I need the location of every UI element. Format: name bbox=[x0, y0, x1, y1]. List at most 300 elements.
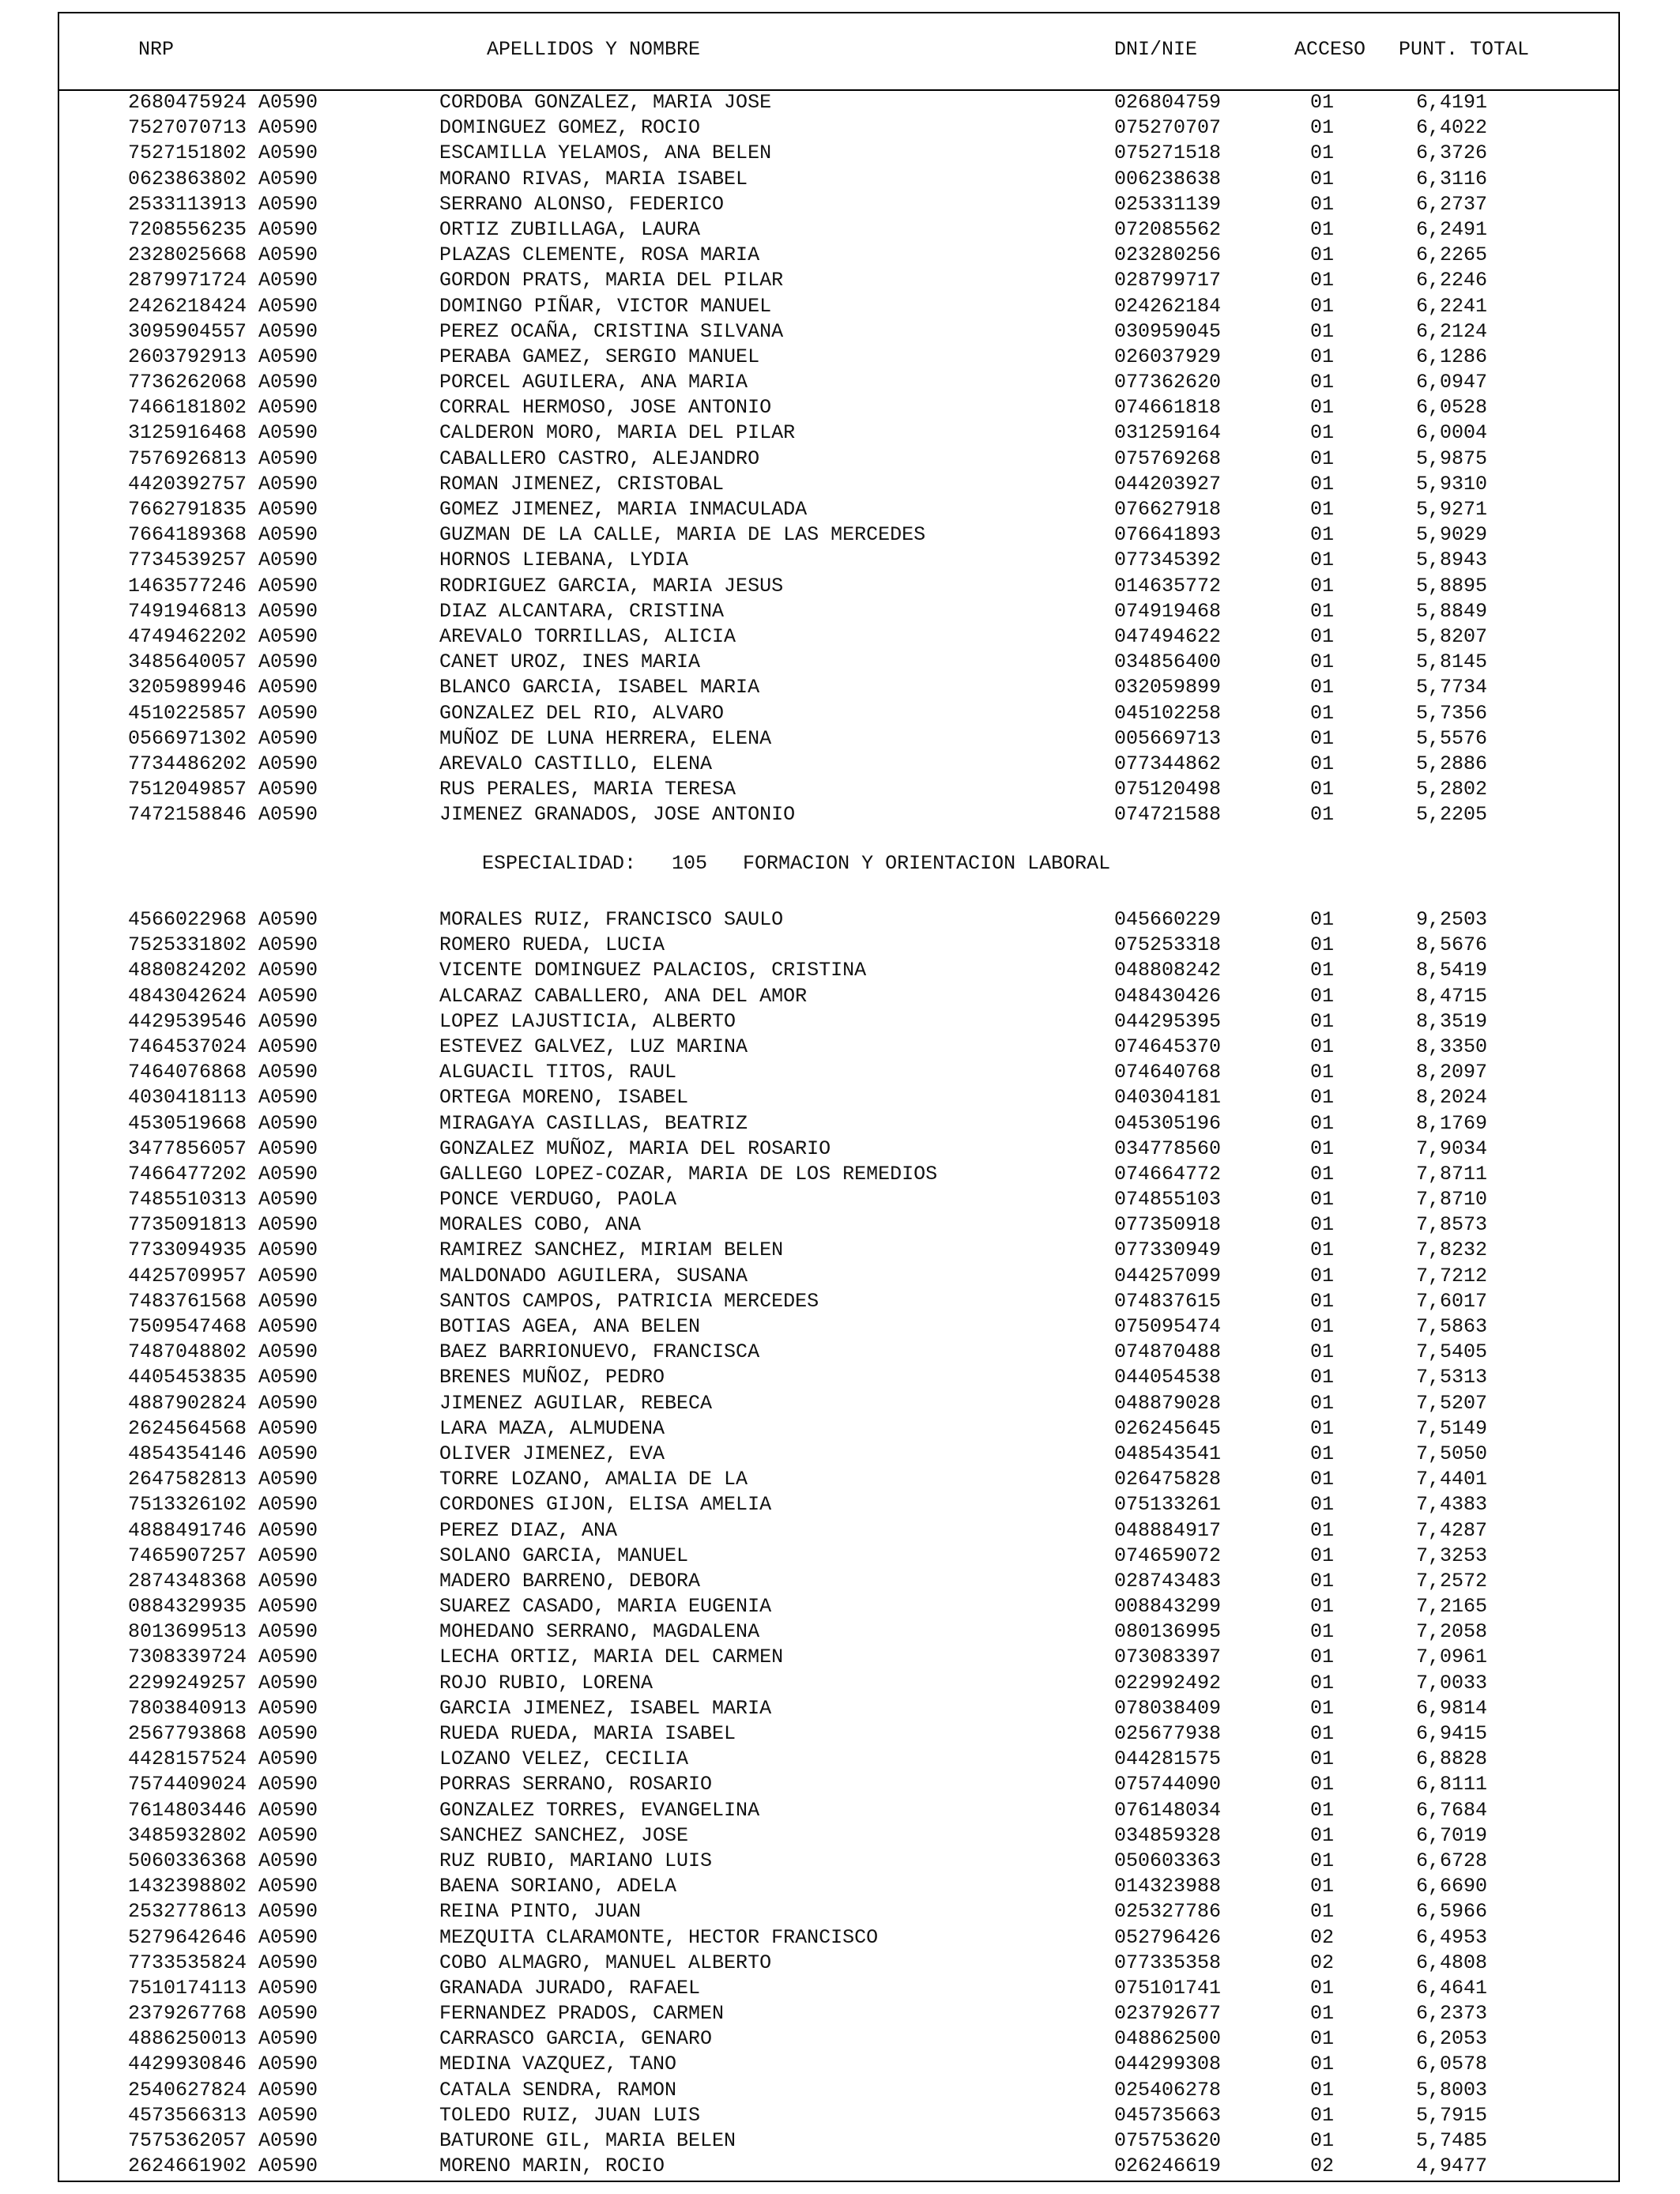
punt-cell: 6,9415 bbox=[1416, 1722, 1488, 1745]
punt-cell: 8,5419 bbox=[1416, 959, 1488, 982]
table-row bbox=[0, 675, 1680, 700]
nrp-cell: 7464537024 A0590 bbox=[128, 1035, 318, 1058]
acceso-cell: 01 bbox=[1310, 2103, 1335, 2127]
table-row bbox=[0, 752, 1680, 777]
acceso-cell: 01 bbox=[1310, 243, 1335, 267]
acceso-cell: 01 bbox=[1310, 1671, 1335, 1695]
name-cell: MORENO MARIN, ROCIO bbox=[439, 2154, 665, 2178]
name-cell: PEREZ DIAZ, ANA bbox=[439, 1518, 618, 1542]
name-cell: MORANO RIVAS, MARIA ISABEL bbox=[439, 167, 748, 190]
nrp-cell: 4429930846 A0590 bbox=[128, 2053, 318, 2076]
name-cell: CATALA SENDRA, RAMON bbox=[439, 2078, 677, 2102]
col-header-punt-total: PUNT. TOTAL bbox=[1399, 38, 1530, 61]
punt-cell: 6,0578 bbox=[1416, 2053, 1488, 2076]
nrp-cell: 2540627824 A0590 bbox=[128, 2078, 318, 2102]
punt-cell: 6,5966 bbox=[1416, 1900, 1488, 1924]
nrp-cell: 7664189368 A0590 bbox=[128, 523, 318, 547]
acceso-cell: 01 bbox=[1310, 396, 1335, 420]
acceso-cell: 01 bbox=[1310, 1086, 1335, 1110]
name-cell: OLIVER JIMENEZ, EVA bbox=[439, 1442, 665, 1465]
punt-cell: 6,2373 bbox=[1416, 2002, 1488, 2026]
nrp-cell: 2624564568 A0590 bbox=[128, 1416, 318, 1440]
punt-cell: 6,7019 bbox=[1416, 1823, 1488, 1847]
acceso-cell: 01 bbox=[1310, 523, 1335, 547]
punt-cell: 6,0528 bbox=[1416, 396, 1488, 420]
dni-cell: 044257099 bbox=[1114, 1264, 1222, 1287]
nrp-cell: 7491946813 A0590 bbox=[128, 599, 318, 623]
punt-cell: 5,2205 bbox=[1416, 803, 1488, 827]
punt-cell: 4,9477 bbox=[1416, 2154, 1488, 2178]
table-row bbox=[0, 217, 1680, 243]
acceso-cell: 01 bbox=[1310, 1900, 1335, 1924]
name-cell: SOLANO GARCIA, MANUEL bbox=[439, 1544, 689, 1567]
acceso-cell: 01 bbox=[1310, 803, 1335, 827]
punt-cell: 7,8710 bbox=[1416, 1188, 1488, 1212]
nrp-cell: 7575362057 A0590 bbox=[128, 2129, 318, 2152]
dni-cell: 040304181 bbox=[1114, 1086, 1222, 1110]
dni-cell: 075253318 bbox=[1114, 933, 1222, 957]
acceso-cell: 01 bbox=[1310, 574, 1335, 598]
dni-cell: 034778560 bbox=[1114, 1137, 1222, 1160]
acceso-cell: 01 bbox=[1310, 908, 1335, 931]
acceso-cell: 01 bbox=[1310, 1849, 1335, 1872]
table-row bbox=[0, 2001, 1680, 2026]
nrp-cell: 3485640057 A0590 bbox=[128, 650, 318, 674]
acceso-cell: 01 bbox=[1310, 778, 1335, 801]
table-row bbox=[0, 1849, 1680, 1874]
nrp-cell: 7483761568 A0590 bbox=[128, 1289, 318, 1313]
punt-cell: 6,6690 bbox=[1416, 1875, 1488, 1898]
name-cell: AREVALO TORRILLAS, ALICIA bbox=[439, 624, 736, 648]
dni-cell: 076148034 bbox=[1114, 1798, 1222, 1822]
nrp-cell: 0884329935 A0590 bbox=[128, 1595, 318, 1619]
dni-cell: 048879028 bbox=[1114, 1391, 1222, 1415]
nrp-cell: 3477856057 A0590 bbox=[128, 1137, 318, 1160]
dni-cell: 076627918 bbox=[1114, 498, 1222, 521]
punt-cell: 6,2491 bbox=[1416, 217, 1488, 241]
name-cell: DOMINGO PIÑAR, VICTOR MANUEL bbox=[439, 294, 772, 318]
dni-cell: 075120498 bbox=[1114, 778, 1222, 801]
name-cell: GONZALEZ MUÑOZ, MARIA DEL ROSARIO bbox=[439, 1137, 831, 1160]
acceso-cell: 01 bbox=[1310, 472, 1335, 496]
acceso-cell: 01 bbox=[1310, 1416, 1335, 1440]
col-header-acceso: ACCESO bbox=[1294, 38, 1366, 61]
dni-cell: 028799717 bbox=[1114, 269, 1222, 292]
table-row bbox=[0, 1314, 1680, 1340]
acceso-cell: 01 bbox=[1310, 217, 1335, 241]
table-row bbox=[0, 1492, 1680, 1517]
punt-cell: 6,0947 bbox=[1416, 371, 1488, 394]
dni-cell: 044054538 bbox=[1114, 1366, 1222, 1389]
dni-cell: 052796426 bbox=[1114, 1925, 1222, 1949]
nrp-cell: 2567793868 A0590 bbox=[128, 1722, 318, 1745]
table-row bbox=[0, 2026, 1680, 2052]
acceso-cell: 01 bbox=[1310, 1620, 1335, 1644]
punt-cell: 5,7734 bbox=[1416, 676, 1488, 699]
name-cell: CALDERON MORO, MARIA DEL PILAR bbox=[439, 421, 796, 445]
name-cell: GARCIA JIMENEZ, ISABEL MARIA bbox=[439, 1696, 772, 1720]
dni-cell: 078038409 bbox=[1114, 1696, 1222, 1720]
punt-cell: 5,8943 bbox=[1416, 548, 1488, 572]
punt-cell: 8,2097 bbox=[1416, 1061, 1488, 1084]
punt-cell: 5,2802 bbox=[1416, 778, 1488, 801]
col-header-dni: DNI/NIE bbox=[1114, 38, 1198, 61]
punt-cell: 7,0961 bbox=[1416, 1646, 1488, 1669]
table-row bbox=[0, 1798, 1680, 1823]
nrp-cell: 7465907257 A0590 bbox=[128, 1544, 318, 1567]
acceso-cell: 01 bbox=[1310, 752, 1335, 775]
dni-cell: 032059899 bbox=[1114, 676, 1222, 699]
table-row bbox=[0, 1416, 1680, 1442]
punt-cell: 5,8207 bbox=[1416, 624, 1488, 648]
punt-cell: 7,8232 bbox=[1416, 1238, 1488, 1262]
punt-cell: 6,4191 bbox=[1416, 91, 1488, 114]
table-row bbox=[0, 777, 1680, 802]
nrp-cell: 4030418113 A0590 bbox=[128, 1086, 318, 1110]
name-cell: RUZ RUBIO, MARIANO LUIS bbox=[439, 1849, 713, 1872]
punt-cell: 7,4383 bbox=[1416, 1493, 1488, 1517]
dni-cell: 074721588 bbox=[1114, 803, 1222, 827]
dni-cell: 026037929 bbox=[1114, 345, 1222, 368]
punt-cell: 8,3519 bbox=[1416, 1009, 1488, 1033]
acceso-cell: 01 bbox=[1310, 1188, 1335, 1212]
name-cell: TORRE LOZANO, AMALIA DE LA bbox=[439, 1468, 748, 1491]
punt-cell: 6,4022 bbox=[1416, 116, 1488, 140]
table-row bbox=[0, 1442, 1680, 1467]
nrp-cell: 7803840913 A0590 bbox=[128, 1696, 318, 1720]
table-row bbox=[0, 1696, 1680, 1721]
name-cell: ORTIZ ZUBILLAGA, LAURA bbox=[439, 217, 701, 241]
dni-cell: 048808242 bbox=[1114, 959, 1222, 982]
punt-cell: 6,9814 bbox=[1416, 1696, 1488, 1720]
dni-cell: 023792677 bbox=[1114, 2002, 1222, 2026]
name-cell: ESCAMILLA YELAMOS, ANA BELEN bbox=[439, 141, 772, 165]
nrp-cell: 4749462202 A0590 bbox=[128, 624, 318, 648]
name-cell: CORDOBA GONZALEZ, MARIA JOSE bbox=[439, 91, 772, 114]
table-row bbox=[0, 90, 1680, 115]
nrp-cell: 5279642646 A0590 bbox=[128, 1925, 318, 1949]
table-row bbox=[0, 1009, 1680, 1035]
name-cell: PORRAS SERRANO, ROSARIO bbox=[439, 1773, 713, 1796]
punt-cell: 7,2165 bbox=[1416, 1595, 1488, 1619]
punt-cell: 8,5676 bbox=[1416, 933, 1488, 957]
dni-cell: 048543541 bbox=[1114, 1442, 1222, 1465]
dni-cell: 074661818 bbox=[1114, 396, 1222, 420]
dni-cell: 050603363 bbox=[1114, 1849, 1222, 1872]
name-cell: GRANADA JURADO, RAFAEL bbox=[439, 1976, 701, 2000]
dni-cell: 075744090 bbox=[1114, 1773, 1222, 1796]
table-row bbox=[0, 294, 1680, 319]
acceso-cell: 01 bbox=[1310, 1340, 1335, 1364]
name-cell: RAMIREZ SANCHEZ, MIRIAM BELEN bbox=[439, 1238, 784, 1262]
name-cell: CORRAL HERMOSO, JOSE ANTONIO bbox=[439, 396, 772, 420]
nrp-cell: 7509547468 A0590 bbox=[128, 1315, 318, 1338]
nrp-cell: 7736262068 A0590 bbox=[128, 371, 318, 394]
name-cell: DOMINGUEZ GOMEZ, ROCIO bbox=[439, 116, 701, 140]
name-cell: TOLEDO RUIZ, JUAN LUIS bbox=[439, 2103, 701, 2127]
name-cell: PERABA GAMEZ, SERGIO MANUEL bbox=[439, 345, 760, 368]
punt-cell: 5,8003 bbox=[1416, 2078, 1488, 2102]
acceso-cell: 01 bbox=[1310, 294, 1335, 318]
name-cell: ESTEVEZ GALVEZ, LUZ MARINA bbox=[439, 1035, 748, 1058]
table-row bbox=[0, 2154, 1680, 2179]
name-cell: RUS PERALES, MARIA TERESA bbox=[439, 778, 736, 801]
acceso-cell: 01 bbox=[1310, 1823, 1335, 1847]
nrp-cell: 2533113913 A0590 bbox=[128, 192, 318, 216]
dni-cell: 022992492 bbox=[1114, 1671, 1222, 1695]
punt-cell: 7,8711 bbox=[1416, 1162, 1488, 1186]
table-row bbox=[0, 726, 1680, 752]
acceso-cell: 01 bbox=[1310, 2027, 1335, 2051]
name-cell: SANTOS CAMPOS, PATRICIA MERCEDES bbox=[439, 1289, 819, 1313]
dni-cell: 075095474 bbox=[1114, 1315, 1222, 1338]
acceso-cell: 01 bbox=[1310, 1035, 1335, 1058]
acceso-cell: 01 bbox=[1310, 1137, 1335, 1160]
punt-cell: 5,8849 bbox=[1416, 599, 1488, 623]
nrp-cell: 7527070713 A0590 bbox=[128, 116, 318, 140]
table-row bbox=[0, 192, 1680, 217]
nrp-cell: 4880824202 A0590 bbox=[128, 959, 318, 982]
table-row bbox=[0, 1162, 1680, 1187]
name-cell: ROMERO RUEDA, LUCIA bbox=[439, 933, 665, 957]
acceso-cell: 01 bbox=[1310, 1875, 1335, 1898]
acceso-cell: 01 bbox=[1310, 1442, 1335, 1465]
table-row bbox=[0, 345, 1680, 370]
acceso-cell: 01 bbox=[1310, 498, 1335, 521]
name-cell: GALLEGO LOPEZ-COZAR, MARIA DE LOS REMEDIOS bbox=[439, 1162, 938, 1186]
table-row bbox=[0, 1645, 1680, 1670]
table-row bbox=[0, 2078, 1680, 2103]
punt-cell: 7,4401 bbox=[1416, 1468, 1488, 1491]
table-row bbox=[0, 1619, 1680, 1645]
dni-cell: 044203927 bbox=[1114, 472, 1222, 496]
punt-cell: 7,0033 bbox=[1416, 1671, 1488, 1695]
table-row bbox=[0, 1238, 1680, 1263]
dni-cell: 048884917 bbox=[1114, 1518, 1222, 1542]
dni-cell: 074919468 bbox=[1114, 599, 1222, 623]
name-cell: CORDONES GIJON, ELISA AMELIA bbox=[439, 1493, 772, 1517]
acceso-cell: 01 bbox=[1310, 319, 1335, 343]
acceso-cell: 01 bbox=[1310, 676, 1335, 699]
table-row bbox=[0, 574, 1680, 599]
name-cell: PORCEL AGUILERA, ANA MARIA bbox=[439, 371, 748, 394]
punt-cell: 6,7684 bbox=[1416, 1798, 1488, 1822]
name-cell: GUZMAN DE LA CALLE, MARIA DE LAS MERCEDES bbox=[439, 523, 926, 547]
table-row bbox=[0, 1899, 1680, 1924]
nrp-cell: 4843042624 A0590 bbox=[128, 984, 318, 1008]
nrp-cell: 7662791835 A0590 bbox=[128, 498, 318, 521]
name-cell: MADERO BARRENO, DEBORA bbox=[439, 1569, 701, 1593]
dni-cell: 048862500 bbox=[1114, 2027, 1222, 2051]
dni-cell: 080136995 bbox=[1114, 1620, 1222, 1644]
punt-cell: 7,9034 bbox=[1416, 1137, 1488, 1160]
dni-cell: 014323988 bbox=[1114, 1875, 1222, 1898]
nrp-cell: 3125916468 A0590 bbox=[128, 421, 318, 445]
name-cell: COBO ALMAGRO, MANUEL ALBERTO bbox=[439, 1951, 772, 1974]
acceso-cell: 01 bbox=[1310, 1518, 1335, 1542]
nrp-cell: 4425709957 A0590 bbox=[128, 1264, 318, 1287]
dni-cell: 077345392 bbox=[1114, 548, 1222, 572]
table-row bbox=[0, 1518, 1680, 1544]
acceso-cell: 01 bbox=[1310, 984, 1335, 1008]
acceso-cell: 01 bbox=[1310, 116, 1335, 140]
nrp-cell: 7525331802 A0590 bbox=[128, 933, 318, 957]
table-row bbox=[0, 907, 1680, 933]
name-cell: LARA MAZA, ALMUDENA bbox=[439, 1416, 665, 1440]
table-row bbox=[0, 1365, 1680, 1390]
dni-cell: 045102258 bbox=[1114, 701, 1222, 725]
name-cell: ROMAN JIMENEZ, CRISTOBAL bbox=[439, 472, 725, 496]
dni-cell: 023280256 bbox=[1114, 243, 1222, 267]
name-cell: CABALLERO CASTRO, ALEJANDRO bbox=[439, 447, 760, 470]
name-cell: VICENTE DOMINGUEZ PALACIOS, CRISTINA bbox=[439, 959, 867, 982]
especialidad-heading: ESPECIALIDAD: 105 FORMACION Y ORIENTACION LABORAL bbox=[482, 852, 1111, 875]
table-row bbox=[0, 141, 1680, 166]
name-cell: JIMENEZ GRANADOS, JOSE ANTONIO bbox=[439, 803, 796, 827]
punt-cell: 7,5313 bbox=[1416, 1366, 1488, 1389]
dni-cell: 034859328 bbox=[1114, 1823, 1222, 1847]
name-cell: JIMENEZ AGUILAR, REBECA bbox=[439, 1391, 713, 1415]
table-row bbox=[0, 548, 1680, 573]
table-row bbox=[0, 497, 1680, 522]
table-row bbox=[0, 984, 1680, 1009]
dni-cell: 034856400 bbox=[1114, 650, 1222, 674]
nrp-cell: 7510174113 A0590 bbox=[128, 1976, 318, 2000]
acceso-cell: 01 bbox=[1310, 701, 1335, 725]
acceso-cell: 01 bbox=[1310, 2002, 1335, 2026]
name-cell: AREVALO CASTILLO, ELENA bbox=[439, 752, 713, 775]
dni-cell: 075271518 bbox=[1114, 141, 1222, 165]
acceso-cell: 01 bbox=[1310, 269, 1335, 292]
table-row bbox=[0, 1111, 1680, 1137]
punt-cell: 5,5576 bbox=[1416, 726, 1488, 750]
punt-cell: 6,2053 bbox=[1416, 2027, 1488, 2051]
punt-cell: 7,5050 bbox=[1416, 1442, 1488, 1465]
acceso-cell: 01 bbox=[1310, 599, 1335, 623]
punt-cell: 6,4953 bbox=[1416, 1925, 1488, 1949]
acceso-cell: 01 bbox=[1310, 726, 1335, 750]
nrp-cell: 7576926813 A0590 bbox=[128, 447, 318, 470]
nrp-cell: 4429539546 A0590 bbox=[128, 1009, 318, 1033]
acceso-cell: 01 bbox=[1310, 1238, 1335, 1262]
name-cell: SERRANO ALONSO, FEDERICO bbox=[439, 192, 725, 216]
nrp-cell: 7733094935 A0590 bbox=[128, 1238, 318, 1262]
nrp-cell: 3485932802 A0590 bbox=[128, 1823, 318, 1847]
punt-cell: 5,9271 bbox=[1416, 498, 1488, 521]
punt-cell: 7,8573 bbox=[1416, 1213, 1488, 1237]
name-cell: RODRIGUEZ GARCIA, MARIA JESUS bbox=[439, 574, 784, 598]
nrp-cell: 0623863802 A0590 bbox=[128, 167, 318, 190]
table-row bbox=[0, 1594, 1680, 1619]
dni-cell: 025327786 bbox=[1114, 1900, 1222, 1924]
acceso-cell: 01 bbox=[1310, 1213, 1335, 1237]
punt-cell: 6,2265 bbox=[1416, 243, 1488, 267]
punt-cell: 6,2737 bbox=[1416, 192, 1488, 216]
nrp-cell: 7485510313 A0590 bbox=[128, 1188, 318, 1212]
nrp-cell: 4886250013 A0590 bbox=[128, 2027, 318, 2051]
name-cell: ALGUACIL TITOS, RAUL bbox=[439, 1061, 677, 1084]
nrp-cell: 7513326102 A0590 bbox=[128, 1493, 318, 1517]
nrp-cell: 2680475924 A0590 bbox=[128, 91, 318, 114]
nrp-cell: 4888491746 A0590 bbox=[128, 1518, 318, 1542]
punt-cell: 6,3726 bbox=[1416, 141, 1488, 165]
nrp-cell: 7733535824 A0590 bbox=[128, 1951, 318, 1974]
acceso-cell: 01 bbox=[1310, 141, 1335, 165]
dni-cell: 075769268 bbox=[1114, 447, 1222, 470]
acceso-cell: 01 bbox=[1310, 1773, 1335, 1796]
table-row bbox=[0, 2052, 1680, 2077]
dni-cell: 048430426 bbox=[1114, 984, 1222, 1008]
nrp-cell: 7734539257 A0590 bbox=[128, 548, 318, 572]
nrp-cell: 2624661902 A0590 bbox=[128, 2154, 318, 2178]
name-cell: CARRASCO GARCIA, GENARO bbox=[439, 2027, 713, 2051]
nrp-cell: 7466181802 A0590 bbox=[128, 396, 318, 420]
nrp-cell: 7574409024 A0590 bbox=[128, 1773, 318, 1796]
acceso-cell: 01 bbox=[1310, 1391, 1335, 1415]
name-cell: GORDON PRATS, MARIA DEL PILAR bbox=[439, 269, 784, 292]
table-row bbox=[0, 268, 1680, 293]
punt-cell: 6,0004 bbox=[1416, 421, 1488, 445]
name-cell: GONZALEZ DEL RIO, ALVARO bbox=[439, 701, 725, 725]
dni-cell: 025677938 bbox=[1114, 1722, 1222, 1745]
nrp-cell: 7735091813 A0590 bbox=[128, 1213, 318, 1237]
dni-cell: 074664772 bbox=[1114, 1162, 1222, 1186]
col-header-nrp: NRP bbox=[138, 38, 175, 61]
nrp-cell: 2532778613 A0590 bbox=[128, 1900, 318, 1924]
name-cell: MUÑOZ DE LUNA HERRERA, ELENA bbox=[439, 726, 772, 750]
acceso-cell: 01 bbox=[1310, 1162, 1335, 1186]
punt-cell: 5,9029 bbox=[1416, 523, 1488, 547]
punt-cell: 7,5863 bbox=[1416, 1315, 1488, 1338]
punt-cell: 7,5149 bbox=[1416, 1416, 1488, 1440]
nrp-cell: 4566022968 A0590 bbox=[128, 908, 318, 931]
nrp-cell: 2874348368 A0590 bbox=[128, 1569, 318, 1593]
table-row bbox=[0, 243, 1680, 268]
col-header-name: APELLIDOS Y NOMBRE bbox=[487, 38, 701, 61]
dni-cell: 074837615 bbox=[1114, 1289, 1222, 1313]
acceso-cell: 01 bbox=[1310, 167, 1335, 190]
name-cell: BATURONE GIL, MARIA BELEN bbox=[439, 2129, 736, 2152]
punt-cell: 7,6017 bbox=[1416, 1289, 1488, 1313]
dni-cell: 077330949 bbox=[1114, 1238, 1222, 1262]
dni-cell: 077362620 bbox=[1114, 371, 1222, 394]
punt-cell: 5,9875 bbox=[1416, 447, 1488, 470]
nrp-cell: 2299249257 A0590 bbox=[128, 1671, 318, 1695]
dni-cell: 074855103 bbox=[1114, 1188, 1222, 1212]
dni-cell: 075753620 bbox=[1114, 2129, 1222, 2152]
acceso-cell: 01 bbox=[1310, 447, 1335, 470]
punt-cell: 5,9310 bbox=[1416, 472, 1488, 496]
name-cell: BRENES MUÑOZ, PEDRO bbox=[439, 1366, 665, 1389]
acceso-cell: 01 bbox=[1310, 91, 1335, 114]
table-row bbox=[0, 1391, 1680, 1416]
nrp-cell: 2379267768 A0590 bbox=[128, 2002, 318, 2026]
acceso-cell: 01 bbox=[1310, 2129, 1335, 2152]
name-cell: MORALES RUIZ, FRANCISCO SAULO bbox=[439, 908, 784, 931]
dni-cell: 025331139 bbox=[1114, 192, 1222, 216]
dni-cell: 075270707 bbox=[1114, 116, 1222, 140]
nrp-cell: 7614803446 A0590 bbox=[128, 1798, 318, 1822]
acceso-cell: 01 bbox=[1310, 1111, 1335, 1135]
nrp-cell: 2328025668 A0590 bbox=[128, 243, 318, 267]
punt-cell: 6,2246 bbox=[1416, 269, 1488, 292]
nrp-cell: 7464076868 A0590 bbox=[128, 1061, 318, 1084]
punt-cell: 6,4641 bbox=[1416, 1976, 1488, 2000]
nrp-cell: 4854354146 A0590 bbox=[128, 1442, 318, 1465]
punt-cell: 6,3116 bbox=[1416, 167, 1488, 190]
dni-cell: 044281575 bbox=[1114, 1747, 1222, 1771]
name-cell: LOPEZ LAJUSTICIA, ALBERTO bbox=[439, 1009, 736, 1033]
